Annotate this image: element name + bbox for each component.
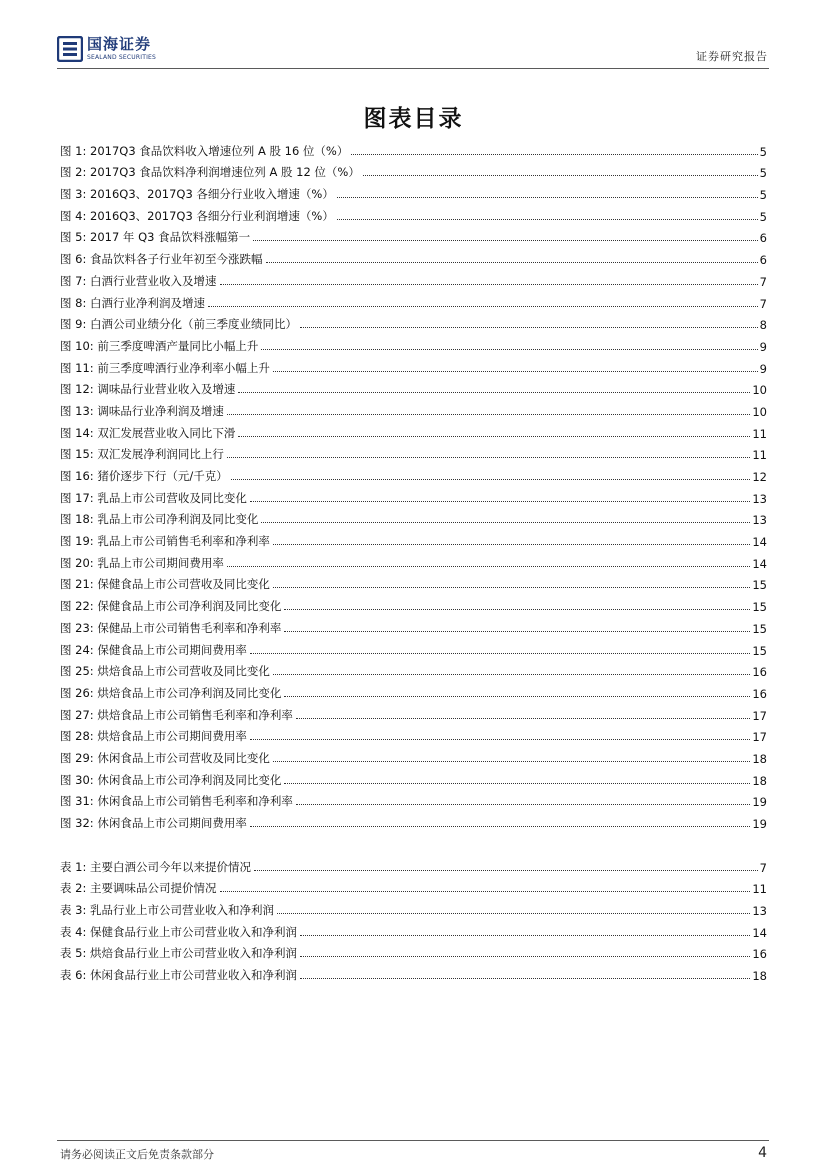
toc-figure-entry[interactable] (60, 202, 767, 224)
toc-entry-page: 13 (752, 491, 767, 506)
dot-leader (250, 653, 751, 654)
toc-entry-page: 15 (752, 643, 767, 658)
dot-leader (277, 913, 750, 914)
dot-leader (231, 479, 751, 480)
dot-leader (253, 240, 758, 241)
toc-entry-label: 图 16: 猪价逐步下行（元/千克） (60, 469, 228, 483)
toc-entry-page: 11 (752, 448, 767, 463)
toc-entry-label: 图 13: 调味品行业净利润及增速 (60, 403, 224, 418)
toc-figure-entry[interactable] (60, 506, 767, 528)
toc-entry-label: 图 20: 乳品上市公司期间费用率 (60, 555, 224, 570)
disclaimer-note: 请务必阅读正文后免责条款部分 (60, 1148, 214, 1161)
toc-figure-entry[interactable] (60, 744, 767, 766)
toc-entry-label: 表 3: 乳品行业上市公司营业收入和净利润 (60, 903, 275, 918)
toc-entry-label: 图 11: 前三季度啤酒行业净利率小幅上升 (60, 360, 270, 375)
toc-entry-page: 15 (752, 600, 767, 615)
toc-entry-page: 16 (752, 686, 767, 701)
toc-entry-label: 图 10: 前三季度啤酒产量同比小幅上升 (60, 338, 259, 353)
toc-entry-label: 图 22: 保健食品上市公司净利润及同比变化 (60, 599, 282, 614)
toc-entry-label: 图 2: 2017Q3 食品饮料净利润增速位列 A 股 12 位（%） (60, 165, 360, 180)
toc-figure-entry[interactable] (60, 159, 767, 181)
toc-entry-label: 图 4: 2016Q3、2017Q3 各细分行业利润增速（%） (60, 208, 334, 223)
brand-name-en: SEALAND SECURITIES (87, 54, 157, 61)
toc-figure-entry[interactable] (60, 137, 767, 159)
toc-entry-label: 图 7: 白酒行业营业收入及增速 (60, 273, 217, 288)
dot-leader (227, 566, 751, 567)
toc-entry-label: 图 18: 乳品上市公司净利润及同比变化 (60, 512, 259, 527)
page-number: 4 (758, 1145, 767, 1161)
dot-leader (300, 978, 750, 979)
toc-entry-page: 14 (752, 925, 767, 940)
toc-entry-label: 图 24: 保健食品上市公司期间费用率 (60, 642, 247, 657)
dot-leader (300, 956, 750, 957)
toc-entry-label: 表 6: 休闲食品行业上市公司营业收入和净利润 (60, 968, 297, 983)
dot-leader (337, 197, 758, 198)
toc-entry-page: 19 (752, 817, 767, 831)
dot-leader (208, 306, 758, 307)
toc-entry-label: 表 1: 主要白酒公司今年以来提价情况 (60, 859, 252, 874)
header-divider (57, 68, 769, 69)
toc-entry-page: 9 (759, 339, 767, 354)
toc-entry-page: 11 (752, 882, 767, 897)
toc-entry-page: 5 (759, 144, 767, 159)
toc-entry-page: 5 (759, 188, 767, 203)
dot-leader (261, 349, 757, 350)
toc-table-entry[interactable] (60, 961, 767, 983)
toc-table-entry[interactable] (60, 940, 767, 962)
toc-entry-page: 17 (752, 708, 767, 723)
dot-leader (337, 219, 758, 220)
toc-figure-entry[interactable] (60, 766, 767, 788)
toc-entry-page: 13 (752, 513, 767, 528)
toc-figure-entry[interactable] (60, 809, 767, 831)
toc-entry-label: 图 3: 2016Q3、2017Q3 各细分行业收入增速（%） (60, 187, 334, 202)
toc-figure-entry[interactable] (60, 571, 767, 593)
toc-entry-page: 6 (759, 253, 767, 268)
dot-leader (273, 761, 751, 762)
toc-entry-page: 7 (759, 296, 767, 311)
report-type-label: 证券研究报告 (696, 50, 768, 63)
dot-leader (220, 284, 758, 285)
toc-entry-label: 图 5: 2017 年 Q3 食品饮料涨幅第一 (60, 230, 251, 245)
toc-figure-entry[interactable] (60, 614, 767, 636)
dot-leader (254, 870, 758, 871)
toc-entry-page: 18 (752, 751, 767, 766)
toc-figure-entry[interactable] (60, 289, 767, 311)
toc-entry-label: 图 15: 双汇发展净利润同比上行 (60, 447, 224, 462)
toc-figure-entry[interactable] (60, 549, 767, 571)
toc-entry-label: 图 14: 双汇发展营业收入同比下滑 (60, 425, 236, 440)
toc-figure-entry[interactable] (60, 354, 767, 376)
toc-entry-page: 7 (759, 860, 767, 875)
brand-logo (57, 36, 169, 66)
toc-figure-entry[interactable] (60, 332, 767, 354)
table-list (60, 853, 767, 983)
toc-entry-page: 16 (752, 665, 767, 680)
toc-entry-label: 图 1: 2017Q3 食品饮料收入增速位列 A 股 16 位（%） (60, 143, 349, 158)
toc-entry-label: 图 21: 保健食品上市公司营收及同比变化 (60, 577, 270, 592)
toc-entry-page: 18 (752, 773, 767, 788)
dot-leader (273, 371, 758, 372)
toc-entry-label: 图 8: 白酒行业净利润及增速 (60, 295, 206, 310)
toc-entry-label: 图 31: 休闲食品上市公司销售毛利率和净利率 (60, 794, 293, 809)
toc-entry-page: 17 (752, 730, 767, 745)
toc-figure-entry[interactable] (60, 723, 767, 745)
page-header (0, 0, 827, 70)
dot-leader (300, 327, 758, 328)
toc-table-entry[interactable] (60, 896, 767, 918)
dot-leader (273, 544, 751, 545)
toc-figure-entry[interactable] (60, 419, 767, 441)
toc-figure-entry[interactable] (60, 397, 767, 419)
toc-entry-label: 图 6: 食品饮料各子行业年初至今涨跌幅 (60, 252, 263, 267)
toc-entry-page: 14 (752, 556, 767, 571)
toc-entry-page: 7 (759, 274, 767, 289)
brand-name-cn: 国海证券 (87, 35, 152, 53)
toc-figure-entry[interactable] (60, 376, 767, 398)
toc-entry-page: 16 (752, 947, 767, 962)
dot-leader (238, 392, 750, 393)
dot-leader (220, 891, 751, 892)
toc-table-entry[interactable] (60, 875, 767, 897)
toc-figure-entry[interactable] (60, 701, 767, 723)
dot-leader (266, 262, 758, 263)
toc-entry-label: 图 26: 烘焙食品上市公司净利润及同比变化 (60, 685, 282, 700)
toc-figure-entry[interactable] (60, 658, 767, 680)
toc-entry-label: 图 25: 烘焙食品上市公司营收及同比变化 (60, 664, 270, 679)
dot-leader (284, 631, 750, 632)
toc-entry-page: 15 (752, 578, 767, 593)
toc-entry-page: 8 (759, 318, 767, 333)
toc-figure-entry[interactable] (60, 484, 767, 506)
dot-leader (284, 783, 750, 784)
toc-table-entry[interactable] (60, 918, 767, 940)
toc-figure-entry[interactable] (60, 267, 767, 289)
toc-entry-page: 18 (752, 969, 767, 984)
toc-entry-label: 图 30: 休闲食品上市公司净利润及同比变化 (60, 772, 282, 787)
toc-entry-page: 10 (752, 404, 767, 419)
dot-leader (238, 436, 750, 437)
dot-leader (250, 501, 751, 502)
toc-figure-entry[interactable] (60, 679, 767, 701)
toc-entry-label: 图 17: 乳品上市公司营收及同比变化 (60, 490, 247, 505)
dot-leader (363, 175, 758, 176)
dot-leader (284, 696, 750, 697)
dot-leader (300, 935, 750, 936)
toc-entry-label: 图 23: 保健品上市公司销售毛利率和净利率 (60, 620, 282, 635)
toc-figure-entry[interactable] (60, 224, 767, 246)
dot-leader (273, 674, 751, 675)
toc-figure-entry[interactable] (60, 180, 767, 202)
dot-leader (273, 587, 751, 588)
toc-table-entry[interactable] (60, 853, 767, 875)
dot-leader (284, 609, 750, 610)
toc-entry-label: 图 9: 白酒公司业绩分化（前三季度业绩同比） (60, 317, 297, 332)
dot-leader (261, 522, 750, 523)
toc-entry-label: 表 4: 保健食品行业上市公司营业收入和净利润 (60, 924, 297, 939)
toc-entry-label: 图 19: 乳品上市公司销售毛利率和净利率 (60, 534, 270, 549)
dot-leader (296, 804, 751, 805)
toc-entry-page: 5 (759, 209, 767, 224)
toc-entry-label: 图 12: 调味品行业营业收入及增速 (60, 382, 236, 397)
toc-figure-entry[interactable] (60, 527, 767, 549)
toc-entry-page: 10 (752, 383, 767, 398)
toc-entry-label: 表 5: 烘焙食品行业上市公司营业收入和净利润 (60, 946, 297, 961)
toc-entry-page: 13 (752, 904, 767, 919)
toc-figure-entry[interactable] (60, 788, 767, 810)
dot-leader (296, 718, 751, 719)
toc-entry-label: 图 32: 休闲食品上市公司期间费用率 (60, 816, 247, 830)
toc-figure-entry[interactable] (60, 245, 767, 267)
toc-entry-label: 图 27: 烘焙食品上市公司销售毛利率和净利率 (60, 707, 293, 722)
toc-figure-entry[interactable] (60, 462, 767, 484)
dot-leader (250, 826, 751, 827)
toc-figure-entry[interactable] (60, 441, 767, 463)
toc-entry-label: 图 28: 烘焙食品上市公司期间费用率 (60, 729, 247, 744)
toc-figure-entry[interactable] (60, 311, 767, 333)
toc-figure-entry[interactable] (60, 592, 767, 614)
toc-title: 图表目录 (363, 106, 464, 132)
dot-leader (250, 739, 751, 740)
toc-entry-label: 图 29: 休闲食品上市公司营收及同比变化 (60, 750, 270, 765)
toc-entry-label: 表 2: 主要调味品公司提价情况 (60, 881, 217, 896)
figure-list (60, 137, 767, 831)
toc-entry-page: 6 (759, 231, 767, 246)
toc-entry-page: 5 (759, 166, 767, 181)
footer-divider (57, 1140, 769, 1141)
toc-entry-page: 14 (752, 535, 767, 550)
toc-entry-page: 12 (752, 470, 767, 484)
toc-entry-page: 9 (759, 361, 767, 376)
toc-entry-page: 11 (752, 426, 767, 441)
toc-entry-page: 15 (752, 621, 767, 636)
sealand-logo-icon (57, 36, 83, 62)
dot-leader (351, 154, 757, 155)
dot-leader (227, 457, 751, 458)
dot-leader (227, 414, 751, 415)
toc-figure-entry[interactable] (60, 636, 767, 658)
toc-entry-page: 19 (752, 795, 767, 810)
